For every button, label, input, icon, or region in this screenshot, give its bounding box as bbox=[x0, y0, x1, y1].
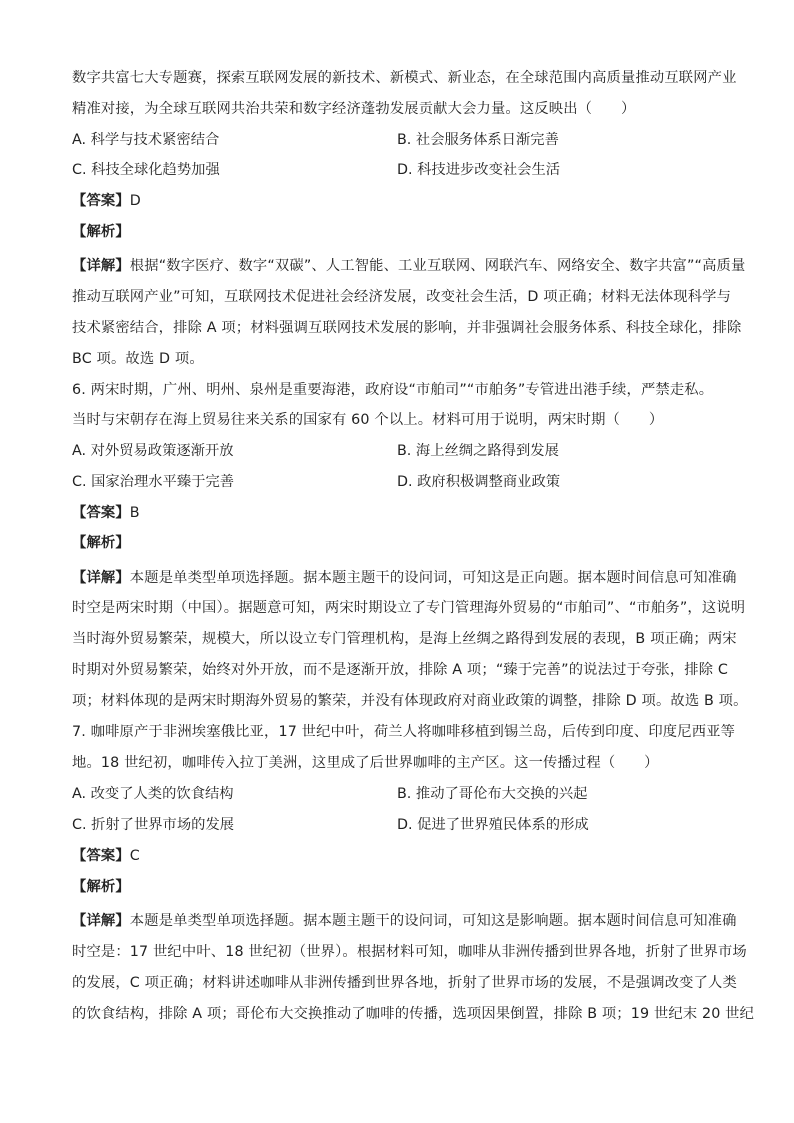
q5-stem-line-2: 精准对接，为全球互联网共治共荣和数字经济蓬勃发展贡献大会力量。这反映出（ ） bbox=[72, 101, 636, 117]
q6-option-c: C. 国家治理水平臻于完善 bbox=[72, 474, 235, 490]
q6-stem-line-1: 6. 两宋时期，广州、明州、泉州是重要海港，政府设“市舶司”“市舶务”专管进出港手续，严禁走私。 bbox=[72, 382, 714, 398]
q7-detail-line-2: 时空是：17 世纪中叶、18 世纪初（世界）。根据材料可知，咖啡从非洲传播到世界各地，折射了世界市场 bbox=[72, 944, 747, 960]
q5-detail-line-2: 推动互联网产业”可知，互联网技术促进社会经济发展，改变社会生活，D 项正确；材料无法体现科学与 bbox=[72, 289, 732, 305]
q7-stem-line-2: 地。18 世纪初，咖啡传入拉丁美洲，这里成了后世界咖啡的主产区。这一传播过程（ ） bbox=[72, 755, 659, 771]
q6-detail-text-1: 本题是单类型单项选择题。据本题主题干的设问词，可知这是正向题。据本题时间信息可知准确 bbox=[129, 570, 737, 586]
q5-detail-line-4: BC 项。故选 D 项。 bbox=[72, 351, 204, 367]
q7-answer bbox=[72, 846, 722, 866]
q5-detail-text-1: 根据“数字医疗、数字“双碳”、人工智能、工业互联网、网联汽车、网络安全、数字共富”“高质量 bbox=[129, 258, 746, 274]
q6-analysis-label: 【解析】 bbox=[72, 535, 130, 551]
q6-stem-line-2: 当时与宋朝存在海上贸易往来关系的国家有 60 个以上。材料可用于说明，两宋时期（ ） bbox=[72, 412, 664, 428]
q5-option-d: D. 科技进步改变社会生活 bbox=[397, 162, 561, 178]
q7-detail-line-1 bbox=[72, 911, 737, 931]
q5-answer bbox=[72, 191, 722, 211]
q7-detail-label: 【详解】 bbox=[72, 913, 130, 929]
q5-stem-line-1: 数字共富七大专题赛，探索互联网发展的新技术、新模式、新业态，在全球范围内高质量推动互联网产业 bbox=[72, 70, 737, 86]
q7-stem-line-1: 7. 咖啡原产于非洲埃塞俄比亚，17 世纪中叶，荷兰人将咖啡移植到锡兰岛，后传到印度、印度尼西亚等 bbox=[72, 724, 736, 740]
q5-answer-value: D bbox=[129, 193, 141, 209]
q6-option-b: B. 海上丝绸之路得到发展 bbox=[397, 443, 559, 459]
q5-option-c: C. 科技全球化趋势加强 bbox=[72, 162, 220, 178]
q5-option-a: A. 科学与技术紧密结合 bbox=[72, 132, 220, 148]
q6-answer-value: B bbox=[129, 505, 140, 521]
q6-detail-line-5: 项；材料体现的是两宋时期海外贸易的繁荣，并没有体现政府对商业政策的调整，排除 D 项。故选 B 项。 bbox=[72, 693, 748, 709]
q5-detail-label: 【详解】 bbox=[72, 258, 130, 274]
q7-option-b: B. 推动了哥伦布大交换的兴起 bbox=[397, 786, 588, 802]
q5-option-b: B. 社会服务体系日渐完善 bbox=[397, 132, 559, 148]
q6-option-a: A. 对外贸易政策逐渐开放 bbox=[72, 443, 234, 459]
q6-detail-line-3: 当时海外贸易繁荣，规模大，所以设立专门管理机构，是海上丝绸之路得到发展的表现，B 项正确；两宋 bbox=[72, 631, 737, 647]
q6-detail-line-2: 时空是两宋时期（中国）。据题意可知，两宋时期设立了专门管理海外贸易的“市舶司”、“市舶务”，这说明 bbox=[72, 600, 746, 616]
q6-answer bbox=[72, 503, 722, 523]
q6-answer-label: 【答案】 bbox=[72, 505, 130, 521]
q5-detail-line-3: 技术紧密结合，排除 A 项；材料强调互联网技术发展的影响，并非强调社会服务体系、科技全球化，排除 bbox=[72, 320, 742, 336]
q7-option-c: C. 折射了世界市场的发展 bbox=[72, 817, 235, 833]
q7-analysis-label: 【解析】 bbox=[72, 879, 130, 895]
q6-detail-line-4: 时期对外贸易繁荣，始终对外开放，而不是逐渐开放，排除 A 项；“臻于完善”的说法过于夸张，排除 C bbox=[72, 662, 729, 678]
q7-answer-value: C bbox=[129, 848, 140, 864]
q6-detail-line-1 bbox=[72, 568, 737, 588]
q7-detail-line-4: 的饮食结构，排除 A 项；哥伦布大交换推动了咖啡的传播，选项因果倒置，排除 B 项；19 世纪末 20 世纪 bbox=[72, 1006, 755, 1022]
q7-option-d: D. 促进了世界殖民体系的形成 bbox=[397, 817, 589, 833]
q5-detail-line-1 bbox=[72, 256, 746, 276]
q7-detail-text-1: 本题是单类型单项选择题。据本题主题干的设问词，可知这是影响题。据本题时间信息可知准确 bbox=[129, 913, 737, 929]
q5-answer-label: 【答案】 bbox=[72, 193, 130, 209]
q7-option-a: A. 改变了人类的饮食结构 bbox=[72, 786, 234, 802]
q6-option-d: D. 政府积极调整商业政策 bbox=[397, 474, 561, 490]
q5-analysis-label: 【解析】 bbox=[72, 224, 130, 240]
q7-answer-label: 【答案】 bbox=[72, 848, 130, 864]
q6-detail-label: 【详解】 bbox=[72, 570, 130, 586]
q7-detail-line-3: 的发展，C 项正确；材料讲述咖啡从非洲传播到世界各地，折射了世界市场的发展，不是强调改变了人类 bbox=[72, 975, 737, 991]
